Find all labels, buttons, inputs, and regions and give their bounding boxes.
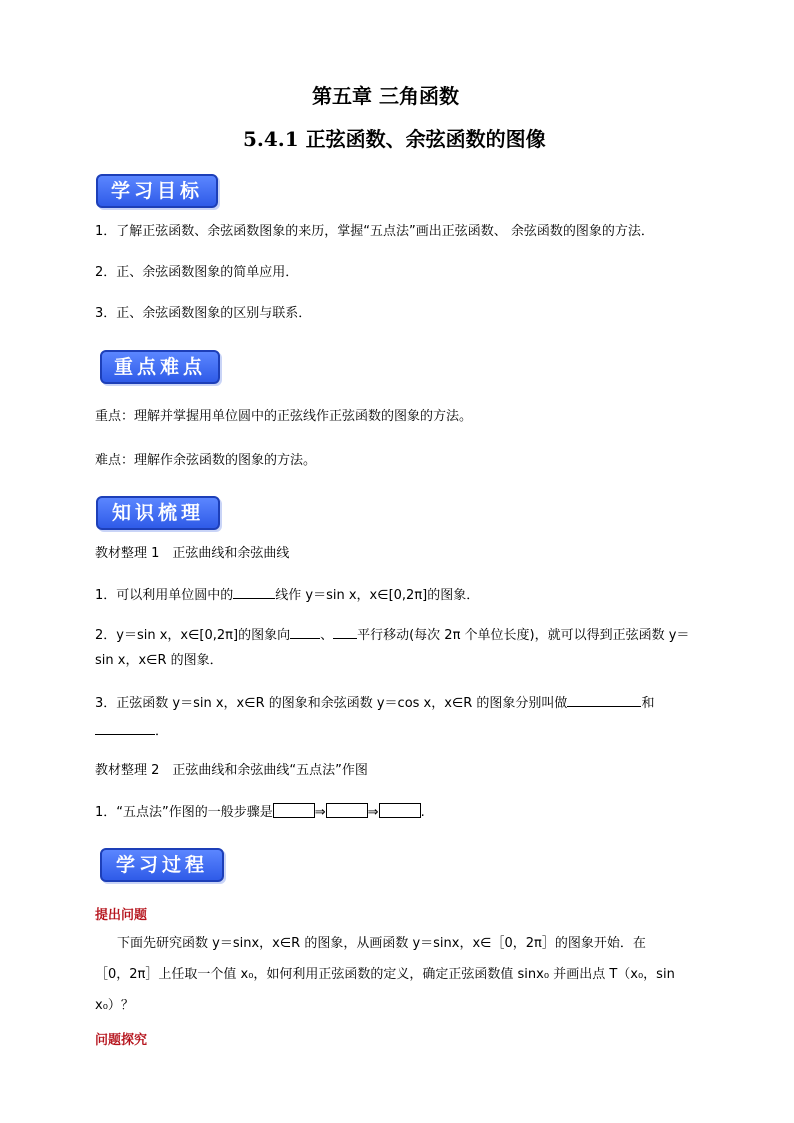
raise-question-label: 提出问题 [95, 908, 148, 923]
key-points-badge: 重点难点 [100, 350, 220, 384]
item3-end: ． [155, 724, 169, 739]
knowledge-item-2 [95, 625, 689, 645]
knowledge-heading-2: 教材整理 2 正弦曲线和余弦曲线“五点法”作图 [95, 763, 368, 778]
arrow-icon: ⇒ [314, 805, 326, 820]
fill-blank[interactable] [290, 625, 320, 639]
key-point: 重点：理解并掌握用单位圆中的正弦线作正弦函数的图象的方法。 [95, 409, 473, 424]
fill-blank[interactable] [95, 721, 155, 735]
item2-text-c: 平行移动(每次 2π 个单位长度)，就可以得到正弦函数 y＝ [357, 628, 690, 643]
knowledge-item-2-line2: sin x，x∈R 的图象． [95, 653, 223, 668]
step-box[interactable] [326, 803, 368, 818]
goal-1: 1．了解正弦函数、余弦函数图象的来历，掌握“五点法”画出正弦函数、 余弦函数的图象的方法． [95, 224, 654, 239]
section-title: 5.4.1 正弦函数、余弦函数的图像 [243, 127, 546, 151]
five-text: 1．“五点法”作图的一般步骤是 [95, 805, 273, 820]
fill-blank[interactable] [233, 585, 275, 599]
item2-text-b: 、 [320, 628, 334, 643]
knowledge-heading-1: 教材整理 1 正弦曲线和余弦曲线 [95, 546, 290, 561]
problem-line-2: ［0，2π］上任取一个值 x₀，如何利用正弦函数的定义，确定正弦函数值 sinx₀ 并画出点 T（x₀，sin [95, 967, 675, 982]
knowledge-item-1 [95, 585, 479, 605]
problem-line-3: x₀）？ [95, 998, 134, 1013]
goals-badge: 学习目标 [96, 174, 218, 208]
arrow-icon: ⇒ [367, 805, 379, 820]
problem-line-1: 下面先研究函数 y＝sinx，x∈R 的图象，从画函数 y＝sinx，x∈［0，2π］的图象开始．在 [117, 936, 646, 951]
item1-text-a: 1．可以利用单位圆中的 [95, 588, 234, 603]
process-badge: 学习过程 [100, 848, 224, 882]
five-end: . [420, 805, 425, 820]
item1-text-b: 线作 y＝sin x，x∈[0,2π]的图象． [275, 588, 480, 603]
goal-3: 3．正、余弦函数图象的区别与联系． [95, 306, 312, 321]
fill-blank[interactable] [567, 693, 641, 707]
step-box[interactable] [273, 803, 315, 818]
knowledge-badge: 知识梳理 [96, 496, 220, 530]
step-box[interactable] [379, 803, 421, 818]
fill-blank[interactable] [333, 625, 357, 639]
knowledge-item-3-line2 [95, 721, 168, 741]
five-point-steps [95, 803, 425, 822]
goal-2: 2．正、余弦函数图象的简单应用． [95, 265, 299, 280]
item2-text-a: 2．y＝sin x，x∈[0,2π]的图象向 [95, 628, 291, 643]
item3-text-b: 和 [641, 696, 655, 711]
difficulty-point: 难点：理解作余弦函数的图象的方法。 [95, 453, 317, 468]
chapter-title: 第五章 三角函数 [312, 84, 459, 108]
explore-label: 问题探究 [95, 1033, 148, 1048]
knowledge-item-3 [95, 693, 654, 713]
item3-text-a: 3．正弦函数 y＝sin x，x∈R 的图象和余弦函数 y＝cos x，x∈R 的图象分别叫做 [95, 696, 568, 711]
